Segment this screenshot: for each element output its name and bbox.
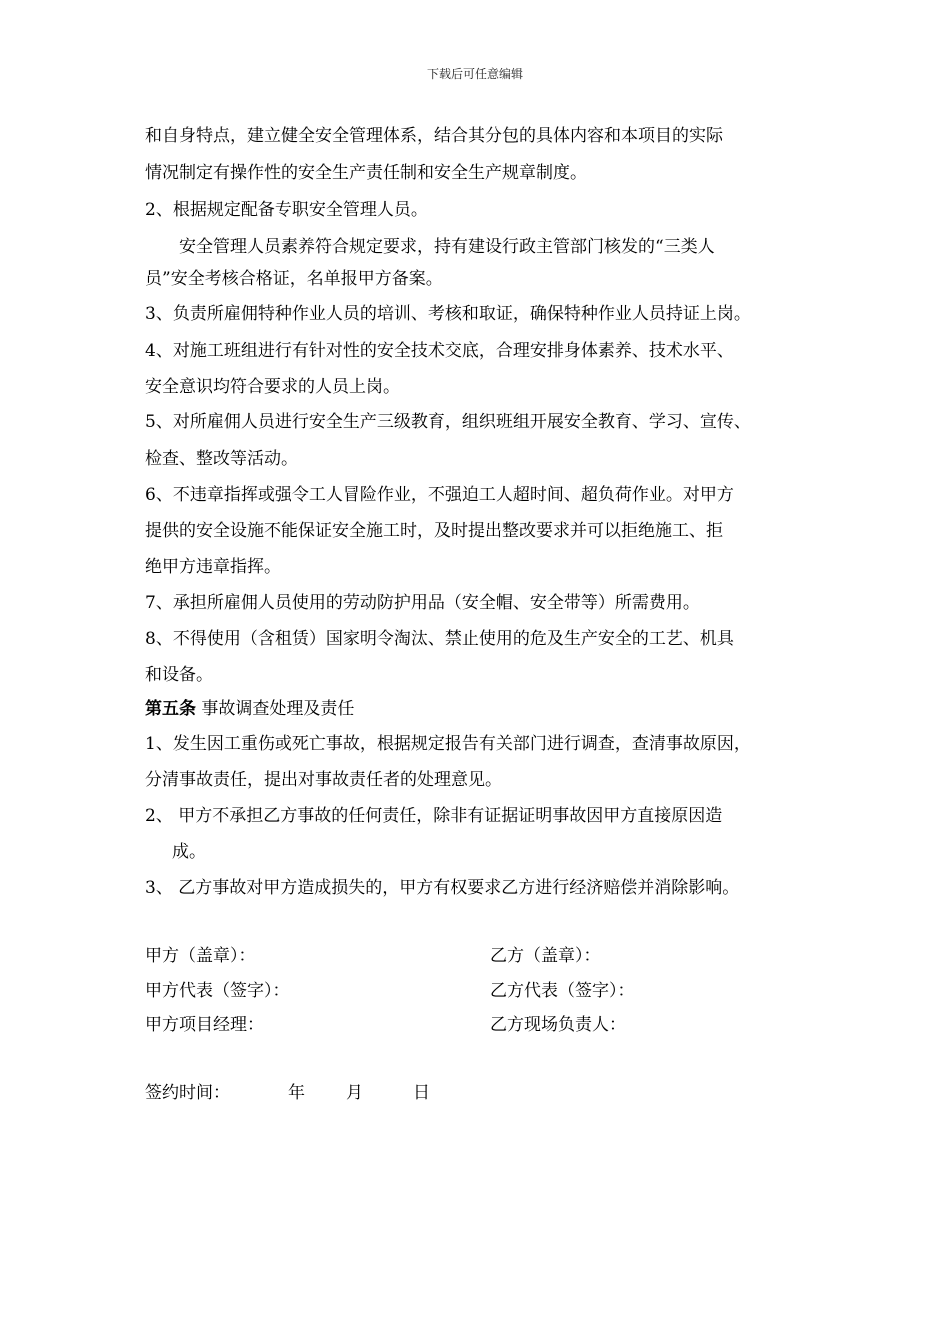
article-number: 第五条 <box>145 699 196 719</box>
party-a-seal-label: 甲方（盖章）： <box>145 946 256 966</box>
paragraph-line: 提供的安全设施不能保证安全施工时，及时提出整改要求并可以拒绝施工、拒 <box>145 521 723 541</box>
paragraph-line: 4、对施工班组进行有针对性的安全技术交底，合理安排身体素养、技术水平、 <box>145 341 734 361</box>
party-a-rep-label: 甲方代表（签字）： <box>145 981 290 1001</box>
paragraph-line: 6、不违章指挥或强令工人冒险作业，不强迫工人超时间、超负荷作业。对甲方 <box>145 485 734 505</box>
paragraph-line: 安全意识均符合要求的人员上岗。 <box>145 377 400 397</box>
party-b-rep-label: 乙方代表（签字）： <box>490 981 635 1001</box>
article-heading <box>145 698 354 720</box>
page-header: 下载后可任意编辑 <box>426 67 523 81</box>
paragraph-line: 安全管理人员素养符合规定要求，持有建设行政主管部门核发的“三类人 <box>145 237 715 257</box>
paragraph-line: 情况制定有操作性的安全生产责任制和安全生产规章制度。 <box>145 163 587 183</box>
article-item: 3、 乙方事故对甲方造成损失的，甲方有权要求乙方进行经济赔偿并消除影响。 <box>145 878 740 898</box>
paragraph-line: 7、承担所雇佣人员使用的劳动防护用品（安全帽、安全带等）所需费用。 <box>145 593 700 613</box>
paragraph-line: 8、不得使用（含租赁）国家明令淘汰、禁止使用的危及生产安全的工艺、机具 <box>145 629 734 649</box>
paragraph-line: 2、根据规定配备专职安全管理人员。 <box>145 200 428 220</box>
article-item: 1、发生因工重伤或死亡事故，根据规定报告有关部门进行调查，查清事故原因， <box>145 734 751 754</box>
sign-date-day: 日 <box>413 1083 430 1103</box>
paragraph-line: 3、负责所雇佣特种作业人员的培训、考核和取证，确保特种作业人员持证上岗。 <box>145 304 751 324</box>
paragraph-line: 和自身特点，建立健全安全管理体系，结合其分包的具体内容和本项目的实际 <box>145 126 723 146</box>
article-item: 2、 甲方不承担乙方事故的任何责任，除非有证据证明事故因甲方直接原因造 <box>145 806 723 826</box>
article-item: 成。 <box>172 842 206 862</box>
sign-date-month: 月 <box>346 1083 363 1103</box>
paragraph-line: 绝甲方违章指挥。 <box>145 557 281 577</box>
party-b-onsite-label: 乙方现场负责人： <box>490 1015 626 1035</box>
party-b-seal-label: 乙方（盖章）： <box>490 946 601 966</box>
article-item: 分清事故责任，提出对事故责任者的处理意见。 <box>145 770 502 790</box>
paragraph-line: 5、对所雇佣人员进行安全生产三级教育，组织班组开展安全教育、学习、宣传、 <box>145 412 751 432</box>
paragraph-line: 员”安全考核合格证，名单报甲方备案。 <box>145 269 443 289</box>
party-a-pm-label: 甲方项目经理： <box>145 1015 264 1035</box>
sign-date-year: 年 <box>288 1083 305 1103</box>
paragraph-line: 检查、整改等活动。 <box>145 449 298 469</box>
article-title: 事故调查处理及责任 <box>196 699 355 719</box>
paragraph-line: 和设备。 <box>145 665 213 685</box>
sign-date-label: 签约时间： <box>145 1083 230 1103</box>
